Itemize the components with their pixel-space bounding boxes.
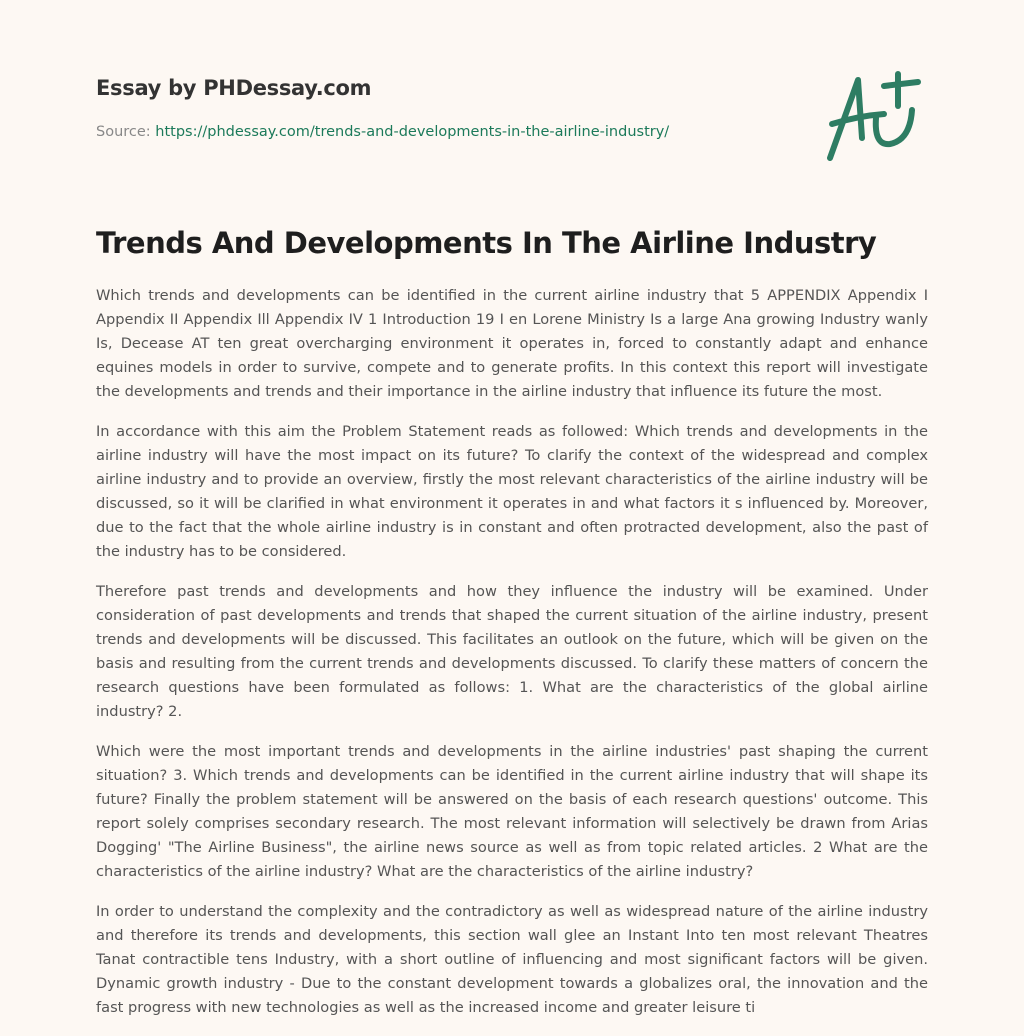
- paragraph: Which trends and developments can be identified in the current airline industry that 5 APPENDIX Appendix I Appendix II Appendix Ill Appendix IV 1 Introduction 19 I en Lorene Ministry Is a large Ana growing Industry wanly Is, Decease AT ten great overcharging environment it operates in, forced to constantly adapt and enhance equines models in order to survive, compete and to generate profits. In this context this report will investigate the developments and trends and their importance in the airline industry that influence its future the most.: [96, 287, 928, 400]
- source-link[interactable]: https://phdessay.com/trends-and-developments-in-the-airline-industry/: [155, 124, 670, 140]
- paragraph: Therefore past trends and developments and how they influence the industry will be examined. Under consideration of past developments and trends that shaped the current situation of the airline industry, present trends and developments will be discussed. This facilitates an outlook on the future, which will be given on the basis and resulting from the current trends and developments discussed. To clarify these matters of concern the research questions have been formulated as follows: 1. What are the characteristics of the global airline industry? 2.: [96, 583, 928, 720]
- paragraph: In accordance with this aim the Problem Statement reads as followed: Which trends and developments in the airline industry will have the most impact on its future? To clarify the context of the widespread and complex airline industry and to provide an overview, firstly the most relevant characteristics of the airline industry will be discussed, so it will be clarified in what environment it operates in and what factors it s influenced by. Moreover, due to the fact that the whole airline industry is in constant and often protracted development, also the past of the industry has to be considered.: [96, 423, 928, 560]
- source-label: Source:: [96, 124, 151, 140]
- site-brand: Essay by PHDessay.com: [96, 76, 372, 100]
- source-line: [96, 124, 669, 140]
- essay-body: [96, 284, 928, 1036]
- paragraph: In order to understand the complexity and the contradictory as well as widespread nature of the airline industry and therefore its trends and developments, this section wall glee an Instant Into ten most relevant Theatres Tanat contractible tens Industry, with a short outline of influencing and most significant factors will be given. Dynamic growth industry - Due to the constant development towards a globalizes oral, the innovation and the fast progress with new technologies as well as the increased income and greater leisure ti: [96, 903, 928, 1016]
- a-plus-logo-icon: [818, 66, 928, 166]
- paragraph: Which were the most important trends and developments in the airline industries' past shaping the current situation? 3. Which trends and developments can be identified in the current airline industry that will shape its future? Finally the problem statement will be answered on the basis of each research questions' outcome. This report solely comprises secondary research. The most relevant information will selectively be drawn from Arias Dogging' "The Airline Business", the airline news source as well as from topic related articles. 2 What are the characteristics of the airline industry? What are the characteristics of the airline industry?: [96, 743, 928, 880]
- page-title: Trends And Developments In The Airline Industry: [96, 226, 877, 260]
